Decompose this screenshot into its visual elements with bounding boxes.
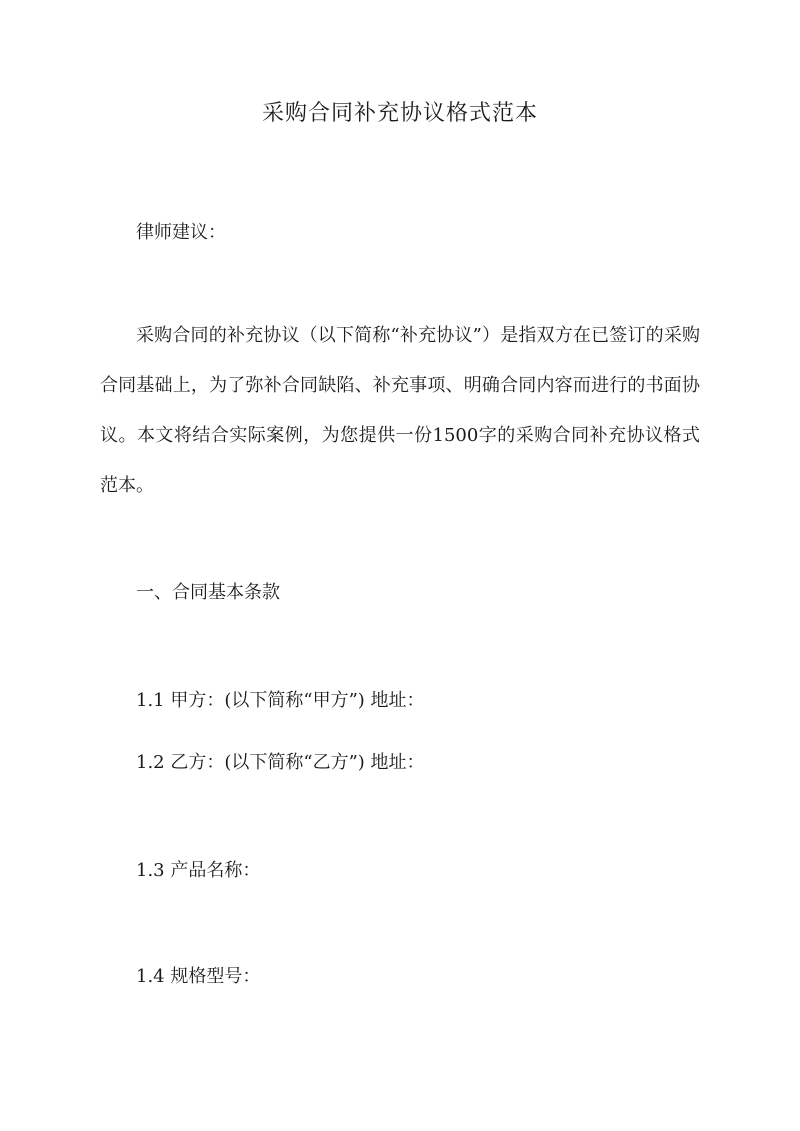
intro-paragraph: 采购合同的补充协议（以下简称“补充协议”）是指双方在已签订的采购合同基础上，为了弥补合同缺陷、补充事项、明确合同内容而进行的书面协议。本文将结合实际案例，为您提供一份1500字的采购合同补充协议格式范本。 [100,325,700,496]
document-title: 采购合同补充协议格式范本 [261,101,538,126]
clause-1-3: 1.3 产品名称： [136,860,261,881]
clause-1-1: 1.1 甲方：(以下简称“甲方”) 地址： [136,690,425,711]
advice-heading: 律师建议： [136,222,226,243]
clause-1-2: 1.2 乙方：(以下简称“乙方”) 地址： [136,752,425,773]
section-1-heading: 一、合同基本条款 [136,582,280,603]
clause-1-4: 1.4 规格型号： [136,966,261,987]
